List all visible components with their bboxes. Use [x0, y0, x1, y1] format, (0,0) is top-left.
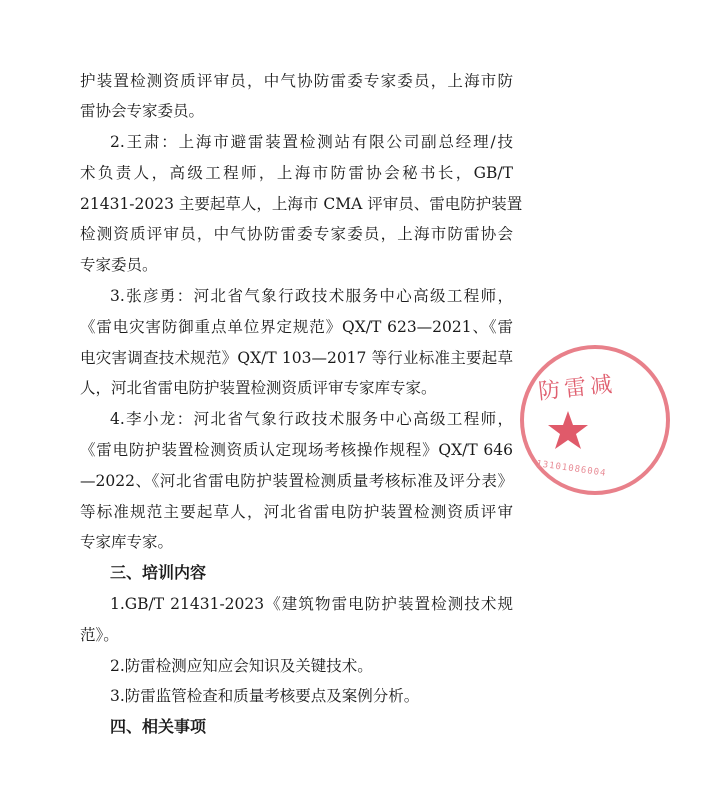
- text-line: 人，河北省雷电防护装置检测资质评审专家库专家。: [80, 379, 437, 397]
- text-line: 2.防雷检测应知应会知识及关键技术。: [110, 657, 373, 675]
- text-line: —2022、《河北省雷电防护装置检测质量考核标准及评分表》: [80, 472, 513, 490]
- text-line: 电灾害调查技术规范》QX/T 103—2017 等行业标准主要起草: [80, 349, 513, 367]
- text-line: 专家委员。: [80, 256, 158, 274]
- text-line: 21431-2023 主要起草人，上海市 CMA 评审员、雷电防护装置: [80, 195, 523, 213]
- text-line: 范》。: [80, 626, 119, 644]
- text-line: 3.张彦勇：河北省气象行政技术服务中心高级工程师，: [110, 287, 513, 305]
- seal-text: 防雷减: [537, 371, 618, 405]
- star-icon: [546, 409, 590, 453]
- text-line: 2.王肃：上海市避雷装置检测站有限公司副总经理/技: [110, 133, 513, 151]
- official-seal: [520, 345, 670, 495]
- section-heading: 三、培训内容: [110, 563, 207, 582]
- text-line: 3.防雷监管检查和质量考核要点及案例分析。: [110, 687, 420, 705]
- section-heading: 四、相关事项: [110, 717, 207, 736]
- text-line: 1.GB/T 21431-2023《建筑物雷电防护装置检测技术规: [110, 595, 513, 613]
- text-line: 《雷电防护装置检测资质认定现场考核操作规程》QX/T 646: [80, 441, 513, 459]
- text-line: 等标准规范主要起草人，河北省雷电防护装置检测资质评审: [80, 503, 513, 521]
- seal-number: 13101086004: [535, 459, 607, 479]
- text-line: 《雷电灾害防御重点单位界定规范》QX/T 623—2021、《雷: [80, 318, 513, 336]
- text-line: 雷协会专家委员。: [80, 102, 205, 120]
- text-line: 专家库专家。: [80, 533, 174, 551]
- text-line: 检测资质评审员，中气协防雷委专家委员，上海市防雷协会: [80, 225, 513, 243]
- text-line: 护装置检测资质评审员，中气协防雷委专家委员，上海市防: [80, 72, 513, 90]
- text-line: 术负责人，高级工程师，上海市防雷协会秘书长，GB/T: [80, 164, 513, 182]
- text-line: 4.李小龙：河北省气象行政技术服务中心高级工程师，: [110, 410, 513, 428]
